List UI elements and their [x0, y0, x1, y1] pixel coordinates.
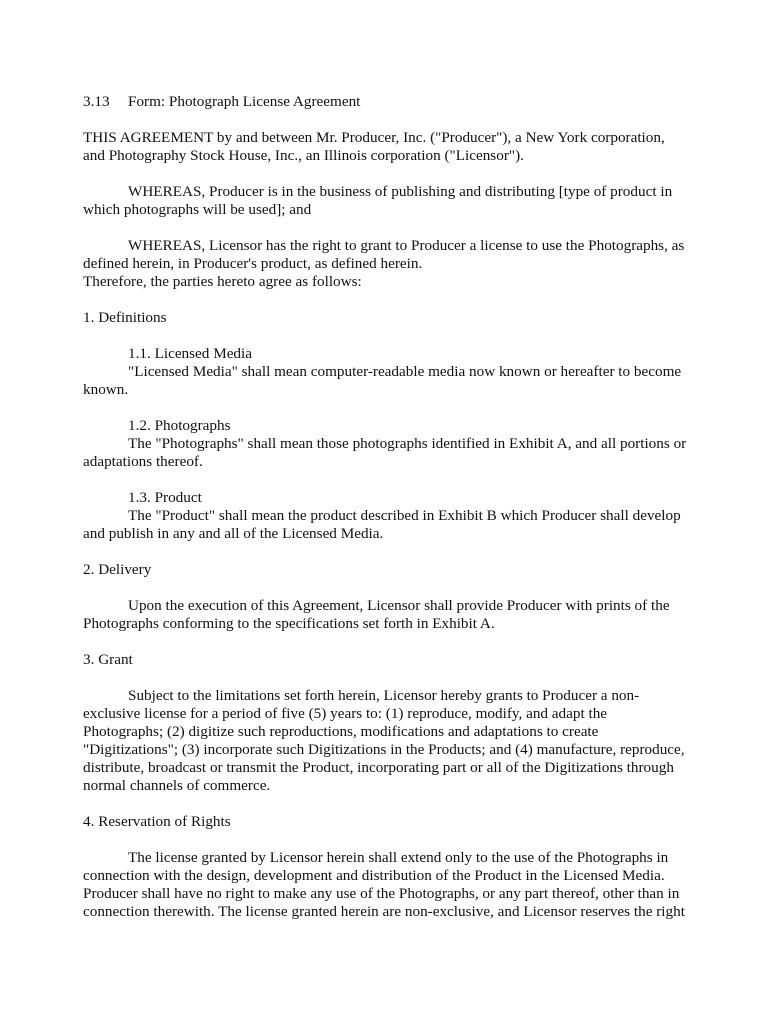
section-2-body: Upon the execution of this Agreement, Licensor shall provide Producer with prints of the Photographs conforming to the specifications set forth in Exhibit A.: [83, 597, 670, 632]
subsection-1-2-body: The "Photographs" shall mean those photographs identified in Exhibit A, and all portions or adaptations thereof.: [83, 435, 687, 470]
subsection-1-3-body: The "Product" shall mean the product described in Exhibit B which Producer shall develop and publish in any and all of the Licensed Media.: [83, 507, 681, 542]
whereas-paragraph-1: WHEREAS, Producer is in the business of publishing and distributing [type of product in which photographs will be used]; and: [83, 183, 673, 218]
title-text: Form: Photograph License Agreement: [128, 93, 361, 110]
document-page: [83, 93, 693, 921]
title-number: 3.13: [83, 93, 110, 110]
whereas-paragraph-2: WHEREAS, Licensor has the right to grant to Producer a license to use the Photographs, as defined herein, in Producer's product, as defined herein.: [83, 237, 685, 272]
section-3-body: Subject to the limitations set forth herein, Licensor hereby grants to Producer a non- exclusive license for a period of five (5) years to: (1) reproduce, modify, and adapt the Photographs; (2) digitize such reproductions, modifications and adaptations to create "Digitizations"; (3) incorporate such Digitizations in the Products; and (4) manufacture, reproduce, distribute, broadcast or transmit the Product, incorporating part or all of the Digitizations through normal channels of commerce.: [83, 687, 685, 794]
section-3-heading: 3. Grant: [83, 651, 133, 668]
preamble-paragraph: THIS AGREEMENT by and between Mr. Producer, Inc. ("Producer"), a New York corporation, and Photography Stock House, Inc., an Illinois corporation ("Licensor").: [83, 129, 665, 164]
section-1-heading: 1. Definitions: [83, 309, 167, 326]
section-4-heading: 4. Reservation of Rights: [83, 813, 231, 830]
subsection-1-2-heading: 1.2. Photographs: [128, 417, 231, 434]
subsection-1-1-heading: 1.1. Licensed Media: [128, 345, 252, 362]
section-4-body: The license granted by Licensor herein shall extend only to the use of the Photographs in connection with the design, development and distribution of the Product in the Licensed Media. Producer shall have no right to make any use of the Photographs, or any part thereof, other than in connection therewith. The license granted herein are non-exclusive, and Licensor reserves the right: [83, 849, 685, 920]
subsection-1-3-heading: 1.3. Product: [128, 489, 202, 506]
section-2-heading: 2. Delivery: [83, 561, 152, 578]
subsection-1-1-body: "Licensed Media" shall mean computer-readable media now known or hereafter to become known.: [83, 363, 682, 398]
therefore-paragraph: Therefore, the parties hereto agree as follows:: [83, 273, 362, 290]
document-title: [83, 93, 693, 111]
